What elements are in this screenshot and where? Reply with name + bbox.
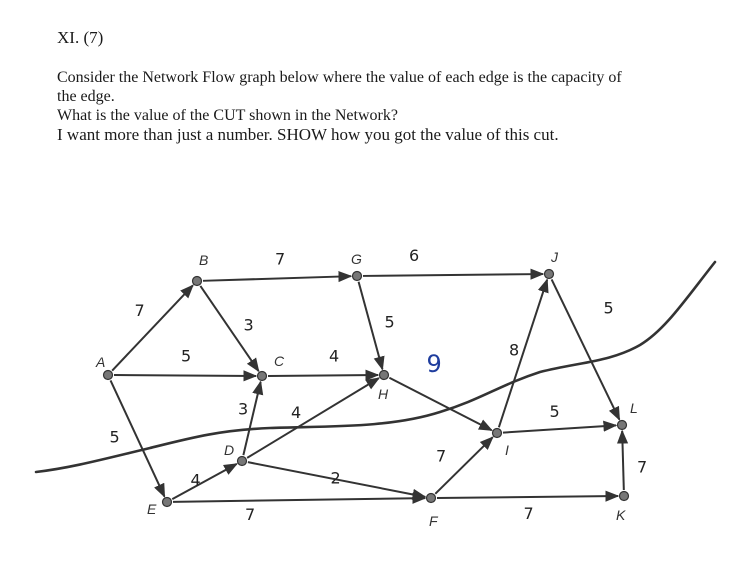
edge-f-k — [437, 496, 618, 498]
capacity-label-d-h: 4 — [291, 403, 302, 422]
node-label-b: B — [199, 252, 209, 268]
node-a — [104, 371, 113, 380]
node-f — [427, 494, 436, 503]
question-line-1: Consider the Network Flow graph below where the value of each edge is the capacity of — [57, 69, 622, 86]
question-line-3: What is the value of the CUT shown in the Network? — [57, 107, 398, 124]
node-k — [620, 492, 629, 501]
edge-h-i — [389, 378, 491, 431]
node-label-g: G — [351, 251, 362, 267]
capacity-label-k-l: 7 — [637, 457, 648, 477]
capacity-label-i-j: 8 — [509, 340, 520, 360]
capacity-label-f-k: 7 — [523, 504, 534, 523]
edges-layer — [111, 274, 624, 502]
capacity-label-h-i: 9 — [426, 350, 442, 378]
node-label-d: D — [224, 442, 235, 458]
capacity-label-e-d: 4 — [190, 470, 201, 490]
question-header: XI. (7) — [57, 28, 104, 47]
capacity-label-a-e: 5 — [109, 427, 120, 447]
node-l — [618, 421, 627, 430]
node-j — [545, 270, 554, 279]
node-g — [353, 272, 362, 281]
node-label-e: E — [147, 501, 157, 517]
node-label-k: K — [616, 507, 626, 523]
edge-c-h — [268, 375, 378, 376]
node-label-h: H — [378, 386, 389, 402]
node-c — [258, 372, 267, 381]
edge-e-f — [173, 498, 425, 502]
capacity-label-g-j: 6 — [409, 246, 420, 265]
node-label-f: F — [429, 513, 438, 529]
edge-g-h — [359, 282, 383, 369]
edge-a-c — [114, 375, 256, 376]
capacity-label-g-h: 5 — [384, 312, 395, 332]
capacity-label-j-l: 5 — [603, 298, 614, 318]
capacity-label-e-f: 7 — [245, 505, 256, 524]
capacity-label-i-l: 5 — [549, 402, 560, 421]
edge-i-j — [499, 280, 547, 428]
node-label-j: J — [551, 249, 558, 265]
edge-d-h — [247, 378, 379, 458]
node-b — [193, 277, 202, 286]
node-i — [493, 429, 502, 438]
capacity-label-d-f: 2 — [330, 468, 341, 488]
node-h — [380, 371, 389, 380]
node-label-i: I — [505, 442, 509, 458]
edge-b-g — [203, 276, 351, 281]
node-label-c: C — [274, 353, 285, 369]
capacity-label-b-g: 7 — [275, 249, 286, 269]
node-label-a: A — [96, 354, 106, 370]
node-label-l: L — [630, 400, 638, 416]
capacity-label-a-b: 7 — [134, 301, 145, 320]
question-line-4: I want more than just a number. SHOW how you got the value of this cut. — [57, 125, 559, 144]
edge-k-l — [622, 431, 624, 490]
edge-e-d — [172, 464, 236, 499]
question-line-2: the edge. — [57, 88, 115, 105]
edge-i-l — [503, 425, 616, 432]
edge-d-c — [243, 382, 260, 455]
capacity-label-f-i: 7 — [436, 446, 447, 466]
node-e — [163, 498, 172, 507]
capacity-label-c-h: 4 — [329, 346, 340, 366]
capacity-label-d-c: 3 — [238, 399, 249, 419]
capacity-label-b-c: 3 — [243, 315, 254, 335]
node-d — [238, 457, 247, 466]
capacity-label-a-c: 5 — [181, 346, 192, 366]
edge-g-j — [363, 274, 543, 276]
